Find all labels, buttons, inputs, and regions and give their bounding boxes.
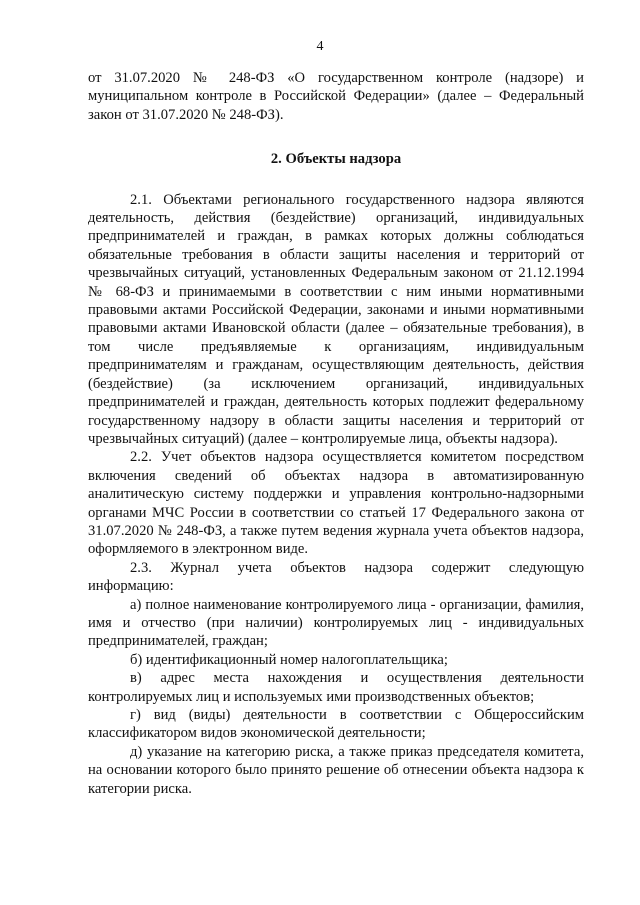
list-item-d: д) указание на категорию риска, а также приказ председателя комитета, на основании которого было принято решение об отнесении объекта надзора к категории риска. xyxy=(88,743,584,797)
list-item-a: а) полное наименование контролируемого лица - организации, фамилия, имя и отчество (при наличии) контролируемых лиц - индивидуальных предпринимателей, граждан; xyxy=(88,596,584,650)
paragraph-2-3: 2.3. Журнал учета объектов надзора содержит следующую информацию: xyxy=(88,559,584,595)
document-body xyxy=(88,69,584,798)
list-item-b: б) идентификационный номер налогоплательщика; xyxy=(130,651,448,668)
intro-paragraph: от 31.07.2020 № 248-ФЗ «О государственном контроле (надзоре) и муниципальном контроле в Российской Федерации» (далее – Федеральный закон от 31.07.2020 № 248-ФЗ). xyxy=(88,70,584,123)
list-item-g: г) вид (виды) деятельности в соответствии с Общероссийским классификатором видов экономической деятельности; xyxy=(88,707,584,742)
section-title: 2. Объекты надзора xyxy=(270,151,402,168)
page-number: 4 xyxy=(316,39,324,54)
paragraph-2-1: 2.1. Объектами регионального государственного надзора являются деятельность, действия (бездействие) организаций, индивидуальных предпринимателей и граждан, в рамках которых должны соблюдаться обязательные требования в области защиты населения и территорий от чрезвычайных ситуаций, установленных Федеральным законом от 21.12.1994 № 68-ФЗ и принимаемыми в соответствии с ним иными нормативными правовыми актами Российской Федерации, законами и иными нормативными правовыми актами Ивановской области (далее – обязательные требования), в том числе предъявляемые к организациям, индивидуальным предпринимателям и гражданам, осуществляющим деятельность, действия (бездействие) (за исключением организаций, индивидуальных предпринимателей и граждан, деятельность которых подлежит федеральному государственному надзору в области защиты населения и территорий от чрезвычайных ситуаций) (далее – контролируемые лица, объекты надзора). xyxy=(88,191,584,447)
paragraph-2-2: 2.2. Учет объектов надзора осуществляется комитетом посредством включения сведений об объектах надзора в автоматизированную аналитическую систему поддержки и управления контрольно-надзорными органами МЧС России в соответствии со статьей 17 Федерального закона от 31.07.2020 № 248-ФЗ, а также путем ведения журнала учета объектов надзора, оформляемого в электронном виде. xyxy=(88,449,584,558)
list-item-v: в) адрес места нахождения и осуществления деятельности контролируемых лиц и используемых ими производственных объектов; xyxy=(88,670,584,705)
